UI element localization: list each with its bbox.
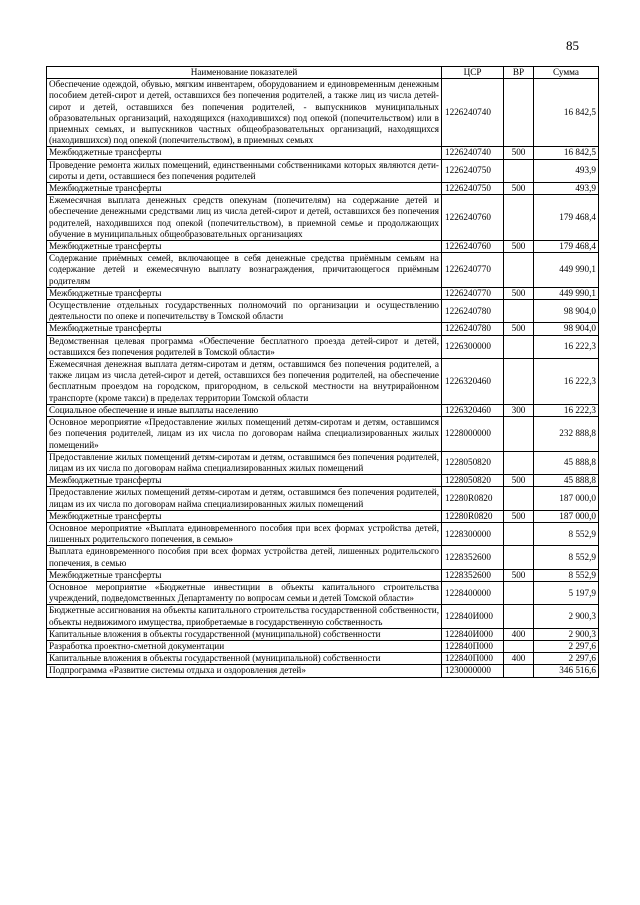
- cell-vr: 300: [504, 404, 534, 416]
- cell-vr: [504, 159, 534, 182]
- table-row: [47, 79, 599, 147]
- cell-name: Разработка проектно-сметной документации: [47, 640, 442, 652]
- cell-vr: [504, 359, 534, 405]
- cell-name: Межбюджетные трансферты: [47, 147, 442, 159]
- budget-table: [46, 66, 599, 678]
- table-row: [47, 522, 599, 545]
- cell-name: Подпрограмма «Развитие системы отдыха и оздоровления детей»: [47, 665, 442, 677]
- cell-name: Межбюджетные трансферты: [47, 287, 442, 299]
- cell-sum: 187 000,0: [534, 487, 599, 510]
- cell-vr: 400: [504, 653, 534, 665]
- table-row: [47, 653, 599, 665]
- cell-sum: 98 904,0: [534, 323, 599, 335]
- cell-csr: 1226320460: [442, 404, 504, 416]
- cell-name: Бюджетные ассигнования на объекты капитального строительства государственной собственности, объекты недвижимого имущества, приобретаемые в государственную собственность: [47, 605, 442, 628]
- table-row: [47, 323, 599, 335]
- cell-sum: 187 000,0: [534, 510, 599, 522]
- cell-sum: 8 552,9: [534, 522, 599, 545]
- cell-sum: 493,9: [534, 159, 599, 182]
- cell-csr: 1228300000: [442, 522, 504, 545]
- cell-vr: [504, 300, 534, 323]
- cell-name: Капитальные вложения в объекты государственной (муниципальной) собственности: [47, 628, 442, 640]
- cell-csr: 1226240770: [442, 253, 504, 288]
- cell-name: Основное мероприятие «Бюджетные инвестиции в объекты капитального строительства учреждений, подведомственных Департаменту по вопросам семьи и детей Томской области»: [47, 581, 442, 604]
- header-sum: Сумма: [534, 67, 599, 79]
- table-row: [47, 628, 599, 640]
- table-row: [47, 417, 599, 452]
- table-row: [47, 159, 599, 182]
- cell-csr: 1226240760: [442, 241, 504, 253]
- cell-name: Предоставление жилых помещений детям-сиротам и детям, оставшимся без попечения родителей, лицам из их числа по договорам найма специализированных жилых помещений: [47, 487, 442, 510]
- cell-name: Осуществление отдельных государственных полномочий по организации и осуществлению деятельности по опеке и попечительству в Томской области: [47, 300, 442, 323]
- cell-vr: [504, 581, 534, 604]
- header-vr: ВР: [504, 67, 534, 79]
- cell-vr: 500: [504, 475, 534, 487]
- table-row: [47, 335, 599, 358]
- cell-name: Выплата единовременного пособия при всех формах устройства детей, лишенных родительского попечения, в семью: [47, 546, 442, 569]
- cell-name: Основное мероприятие «Выплата единовременного пособия при всех формах устройства детей, лишенных родительского попечения, в семью»: [47, 522, 442, 545]
- cell-name: Межбюджетные трансферты: [47, 241, 442, 253]
- cell-csr: 122840И000: [442, 628, 504, 640]
- cell-csr: 122840П000: [442, 640, 504, 652]
- cell-csr: 1226240770: [442, 287, 504, 299]
- cell-csr: 1228352600: [442, 546, 504, 569]
- cell-sum: 98 904,0: [534, 300, 599, 323]
- table-row: [47, 287, 599, 299]
- cell-csr: 1228352600: [442, 569, 504, 581]
- table-row: [47, 569, 599, 581]
- table-row: [47, 195, 599, 241]
- cell-csr: 12280R0820: [442, 510, 504, 522]
- cell-csr: 1226240760: [442, 195, 504, 241]
- table-row: [47, 147, 599, 159]
- cell-csr: 1230000000: [442, 665, 504, 677]
- cell-name: Ежемесячная выплата денежных средств опекунам (попечителям) на содержание детей и обеспечение денежными средствами лиц из числа детей-сирот и детей, оставшихся без попечения родителей, находившихся под опекой (попечительством), в приемной семье и продолжающих обучение в муниципальных общеобразовательных организациях: [47, 195, 442, 241]
- header-name: Наименование показателей: [47, 67, 442, 79]
- cell-sum: 16 842,5: [534, 147, 599, 159]
- page-number: 85: [566, 38, 579, 53]
- cell-sum: 449 990,1: [534, 287, 599, 299]
- cell-sum: 8 552,9: [534, 546, 599, 569]
- cell-sum: 179 468,4: [534, 195, 599, 241]
- cell-name: Межбюджетные трансферты: [47, 475, 442, 487]
- cell-name: Предоставление жилых помещений детям-сиротам и детям, оставшимся без попечения родителей, лицам из их числа по договорам найма специализированных жилых помещений: [47, 451, 442, 474]
- cell-name: Межбюджетные трансферты: [47, 183, 442, 195]
- table-row: [47, 605, 599, 628]
- cell-sum: 2 900,3: [534, 605, 599, 628]
- cell-vr: 400: [504, 628, 534, 640]
- cell-name: Ежемесячная денежная выплата детям-сиротам и детям, оставшимся без попечения родителей, а также лицам из числа детей-сирот и детей, оставшихся без попечения родителей, на обеспечение бесплатным проездом на городском, пригородном, в сельской местности на внутрирайонном транспорте (кроме такси) в пределах территории Томской области: [47, 359, 442, 405]
- cell-csr: 1228050820: [442, 475, 504, 487]
- cell-csr: 122840П000: [442, 653, 504, 665]
- cell-vr: [504, 79, 534, 147]
- cell-name: Социальное обеспечение и иные выплаты населению: [47, 404, 442, 416]
- cell-name: Ведомственная целевая программа «Обеспечение бесплатного проезда детей-сирот и детей, оставшихся без попечения родителей в Томской области»: [47, 335, 442, 358]
- cell-sum: 5 197,9: [534, 581, 599, 604]
- cell-name: Содержание приёмных семей, включающее в себя денежные средства приёмным семьям на содержание детей и ежемесячную выплату вознаграждения, причитающегося приёмным родителям: [47, 253, 442, 288]
- cell-vr: [504, 522, 534, 545]
- cell-csr: 1226300000: [442, 335, 504, 358]
- cell-vr: 500: [504, 287, 534, 299]
- cell-sum: 16 222,3: [534, 359, 599, 405]
- cell-sum: 45 888,8: [534, 451, 599, 474]
- cell-sum: 45 888,8: [534, 475, 599, 487]
- cell-vr: [504, 640, 534, 652]
- cell-vr: 500: [504, 241, 534, 253]
- table-row: [47, 183, 599, 195]
- cell-csr: 12280R0820: [442, 487, 504, 510]
- cell-sum: 16 222,3: [534, 335, 599, 358]
- cell-vr: [504, 546, 534, 569]
- table-row: [47, 451, 599, 474]
- table-header-row: [47, 67, 599, 79]
- cell-csr: 1226240750: [442, 159, 504, 182]
- cell-sum: 2 900,3: [534, 628, 599, 640]
- table-row: [47, 487, 599, 510]
- cell-sum: 493,9: [534, 183, 599, 195]
- cell-vr: [504, 335, 534, 358]
- cell-vr: [504, 487, 534, 510]
- cell-csr: 1226240780: [442, 323, 504, 335]
- table-row: [47, 404, 599, 416]
- cell-csr: 1226240750: [442, 183, 504, 195]
- table-row: [47, 475, 599, 487]
- cell-vr: [504, 605, 534, 628]
- cell-name: Основное мероприятие «Предоставление жилых помещений детям-сиротам и детям, оставшимся без попечения родителей, лицам из их числа по договорам найма специализированных жилых помещений»: [47, 417, 442, 452]
- table-row: [47, 546, 599, 569]
- cell-sum: 16 222,3: [534, 404, 599, 416]
- cell-sum: 2 297,6: [534, 640, 599, 652]
- cell-vr: [504, 417, 534, 452]
- cell-csr: 122840И000: [442, 605, 504, 628]
- table-row: [47, 359, 599, 405]
- cell-csr: 1228050820: [442, 451, 504, 474]
- cell-vr: [504, 665, 534, 677]
- cell-name: Межбюджетные трансферты: [47, 510, 442, 522]
- cell-sum: 449 990,1: [534, 253, 599, 288]
- cell-sum: 179 468,4: [534, 241, 599, 253]
- cell-vr: 500: [504, 323, 534, 335]
- cell-name: Капитальные вложения в объекты государственной (муниципальной) собственности: [47, 653, 442, 665]
- cell-csr: 1228400000: [442, 581, 504, 604]
- cell-vr: 500: [504, 510, 534, 522]
- cell-vr: [504, 253, 534, 288]
- cell-csr: 1228000000: [442, 417, 504, 452]
- cell-vr: 500: [504, 569, 534, 581]
- cell-vr: [504, 451, 534, 474]
- table-row: [47, 253, 599, 288]
- table-body: [47, 79, 599, 677]
- cell-csr: 1226320460: [442, 359, 504, 405]
- cell-name: Проведение ремонта жилых помещений, единственными собственниками которых являются дети-сироты и дети, оставшиеся без попечения родителей: [47, 159, 442, 182]
- cell-sum: 232 888,8: [534, 417, 599, 452]
- table-row: [47, 300, 599, 323]
- cell-csr: 1226240740: [442, 79, 504, 147]
- cell-sum: 346 516,6: [534, 665, 599, 677]
- cell-vr: 500: [504, 183, 534, 195]
- table-row: [47, 665, 599, 677]
- cell-name: Межбюджетные трансферты: [47, 323, 442, 335]
- header-csr: ЦСР: [442, 67, 504, 79]
- table-row: [47, 241, 599, 253]
- cell-vr: [504, 195, 534, 241]
- cell-name: Межбюджетные трансферты: [47, 569, 442, 581]
- cell-sum: 8 552,9: [534, 569, 599, 581]
- cell-csr: 1226240740: [442, 147, 504, 159]
- cell-sum: 16 842,5: [534, 79, 599, 147]
- cell-sum: 2 297,6: [534, 653, 599, 665]
- table-row: [47, 640, 599, 652]
- table-row: [47, 581, 599, 604]
- cell-vr: 500: [504, 147, 534, 159]
- cell-csr: 1226240780: [442, 300, 504, 323]
- table-row: [47, 510, 599, 522]
- cell-name: Обеспечение одеждой, обувью, мягким инвентарем, оборудованием и единовременным денежным пособием детей-сирот и детей, оставшихся без попечения родителей, а также лиц из числа детей-сирот и детей, оставшихся без попечения родителей, - выпускников муниципальных образовательных организаций, находящихся (находившихся) под опекой (попечительством) или в приемных семьях, и выпускников частных общеобразовательных организаций, находящихся (находившихся) под опекой (попечительством), в приемных семьях: [47, 79, 442, 147]
